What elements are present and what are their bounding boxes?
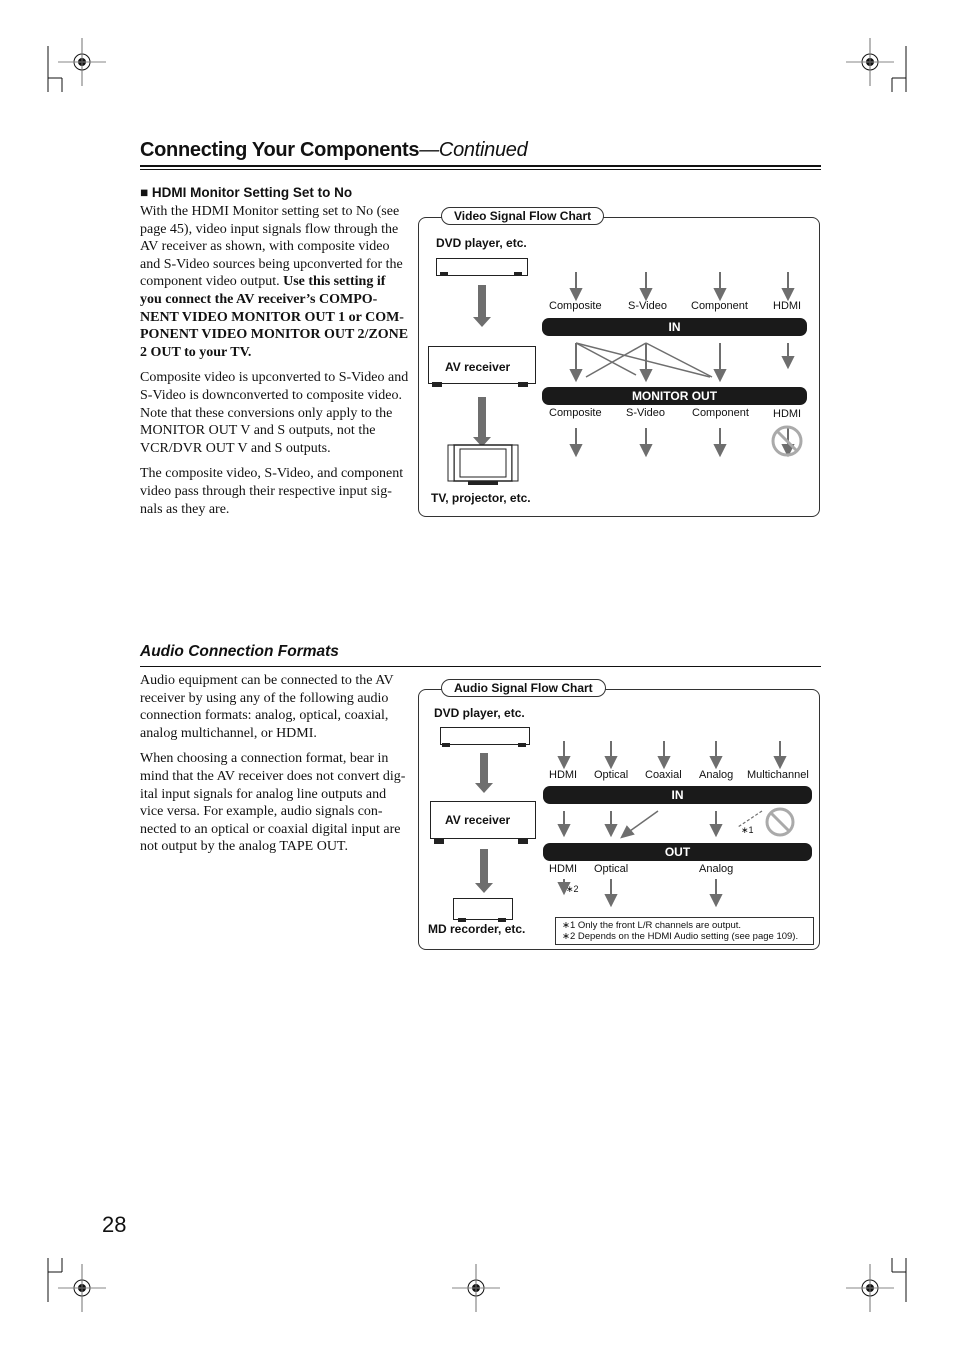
audio-in-bar: IN xyxy=(543,786,812,804)
audio-in-label-optical: Optical xyxy=(594,769,629,781)
page-number: 28 xyxy=(102,1212,127,1237)
video-in-label-composite: Composite xyxy=(549,300,602,312)
audio-out-label-optical: Optical xyxy=(594,863,629,875)
audio-chart-title: Audio Signal Flow Chart xyxy=(441,679,606,697)
hdmi-paragraph-1: With the HDMI Monitor setting set to No (see page 45), video input signals flow through the AV receiver as shown, with composite video and S-Video sources being upconverted for the component video output. Use this setting if you connect the AV receiver’s COMPO-NENT VIDEO MONITOR OUT 1 or COM-PONENT VIDEO MONITOR OUT 2/ZONE 2 OUT to your TV. xyxy=(140,204,409,360)
video-receiver-label: AV receiver xyxy=(445,360,511,374)
title-rule xyxy=(140,165,821,167)
audio-out-bar: OUT xyxy=(543,843,812,861)
audio-receiver-label: AV receiver xyxy=(445,813,511,827)
audio-source-label: DVD player, etc. xyxy=(434,706,525,720)
video-in-label-svideo: S-Video xyxy=(628,300,667,312)
video-in-bar: IN xyxy=(542,318,807,336)
audio-out-label-analog: Analog xyxy=(699,863,734,875)
audio-in-label-multichannel: Multichannel xyxy=(747,769,809,781)
page-title: Connecting Your Components—Continued xyxy=(140,139,528,161)
video-flow-arrows xyxy=(418,217,818,515)
video-source-label: DVD player, etc. xyxy=(436,236,527,250)
hdmi-paragraph-3: The composite video, S-Video, and component video pass through their respective input sig-nals as they are. xyxy=(140,466,404,517)
audio-out-label-hdmi: HDMI xyxy=(549,863,578,875)
video-monitor-out-bar: MONITOR OUT xyxy=(542,387,807,405)
audio-footnote-mark-1: ∗1 xyxy=(741,825,754,835)
video-destination-label: TV, projector, etc. xyxy=(431,491,531,505)
video-in-label-component: Component xyxy=(691,300,748,312)
title-rule-thin xyxy=(140,169,821,170)
audio-footnotes xyxy=(555,917,814,945)
video-out-label-composite: Composite xyxy=(549,407,602,419)
audio-paragraph-2: When choosing a connection format, bear in mind that the AV receiver does not convert dig-ital input signals for analog line outputs and vice versa. For example, audio signals con-nected to an optical or coaxial digital input are not output by the analog TAPE OUT. xyxy=(140,751,406,855)
audio-rule xyxy=(140,666,821,667)
footnote-2: ∗2 Depends on the HDMI Audio setting (see page 109). xyxy=(562,931,799,942)
audio-in-label-coaxial: Coaxial xyxy=(645,769,682,781)
video-out-label-svideo: S-Video xyxy=(626,407,665,419)
video-out-label-component: Component xyxy=(692,407,749,419)
video-in-label-hdmi: HDMI xyxy=(773,300,802,312)
hdmi-paragraph-2: Composite video is upconverted to S-Video and S-Video is downconverted to composite video. Note that these conversions only apply to the MONITOR OUT V and S outputs, not the VCR/DVR OUT V and S outputs. xyxy=(140,370,409,456)
video-chart-title: Video Signal Flow Chart xyxy=(441,207,604,225)
video-out-label-hdmi: HDMI xyxy=(773,408,802,420)
audio-destination-label: MD recorder, etc. xyxy=(428,922,526,936)
audio-paragraph-1: Audio equipment can be connected to the AV receiver by using any of the following audio connection formats: analog, optical, coaxial, analog multichannel, or HDMI. xyxy=(140,673,394,741)
hdmi-monitor-text xyxy=(140,203,410,526)
footnote-1: ∗1 Only the front L/R channels are output. xyxy=(562,920,742,931)
audio-in-label-hdmi: HDMI xyxy=(549,769,578,781)
audio-flow-arrows xyxy=(418,689,818,948)
audio-in-label-analog: Analog xyxy=(699,769,734,781)
audio-text xyxy=(140,672,410,864)
hdmi-monitor-heading: ■ HDMI Monitor Setting Set to No xyxy=(140,185,353,200)
audio-footnote-mark-2: ∗2 xyxy=(566,884,579,894)
audio-section-heading: Audio Connection Formats xyxy=(140,643,339,660)
